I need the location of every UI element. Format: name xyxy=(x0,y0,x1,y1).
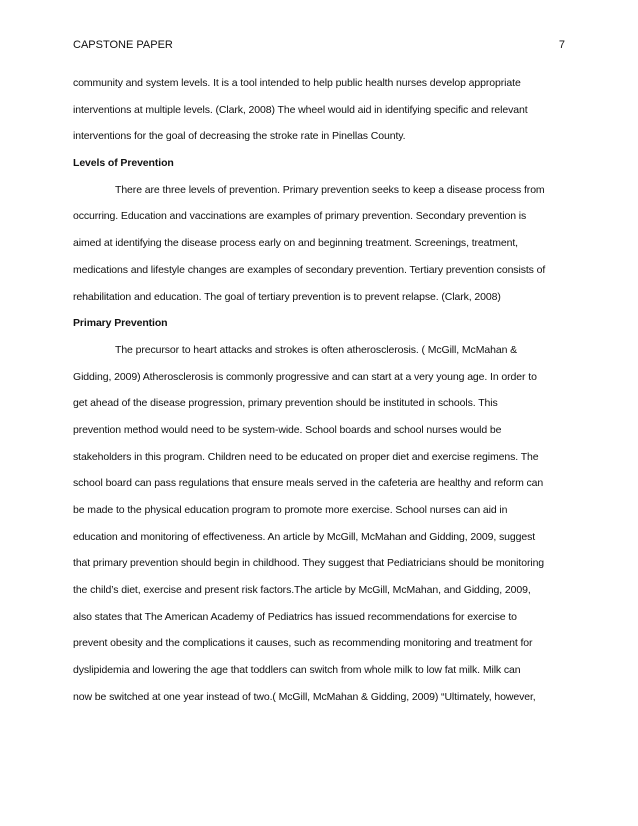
text-line: medications and lifestyle changes are examples of secondary prevention. Tertiary prevention consists of xyxy=(73,263,546,276)
text-line: prevent obesity and the complications it causes, such as recommending monitoring and treatment for xyxy=(73,637,533,650)
text-line: stakeholders in this program. Children need to be educated on proper diet and exercise regimens. The xyxy=(73,450,539,463)
running-header xyxy=(73,38,565,52)
text-line: get ahead of the disease progression, primary prevention should be instituted in schools. This xyxy=(73,397,498,410)
text-line: Gidding, 2009) Atherosclerosis is commonly progressive and can start at a very young age. In order to xyxy=(73,370,537,383)
text-line: interventions for the goal of decreasing the stroke rate in Pinellas County. xyxy=(73,130,406,143)
text-line: community and system levels. It is a tool intended to help public health nurses develop appropriate xyxy=(73,77,521,89)
text-line: dyslipidemia and lowering the age that toddlers can switch from whole milk to low fat milk. Milk can xyxy=(73,664,521,677)
text-line: aimed at identifying the disease process early on and beginning treatment. Screenings, treatment, xyxy=(73,237,518,250)
text-line: school board can pass regulations that ensure meals served in the cafeteria are healthy and reform can xyxy=(73,477,544,490)
paragraph-first-line: There are three levels of prevention. Primary prevention seeks to keep a disease process from xyxy=(115,183,545,196)
text-line: rehabilitation and education. The goal of tertiary prevention is to prevent relapse. (Clark, 2008) xyxy=(73,290,501,303)
text-line: education and monitoring of effectiveness. An article by McGill, McMahan and Gidding, 2009, suggest xyxy=(73,530,536,543)
text-line: now be switched at one year instead of two.( McGill, McMahan & Gidding, 2009) “Ultimately, however, xyxy=(73,690,536,703)
text-line: that primary prevention should begin in childhood. They suggest that Pediatricians should be monitoring xyxy=(73,557,545,570)
text-line: the child’s diet, exercise and present risk factors.The article by McGill, McMahan, and Gidding, 2009, xyxy=(73,584,531,597)
text-line: interventions at multiple levels. (Clark, 2008) The wheel would aid in identifying specific and relevant xyxy=(73,103,528,116)
running-title: CAPSTONE PAPER xyxy=(73,39,173,51)
paragraph-first-line: The precursor to heart attacks and strokes is often atherosclerosis. ( McGill, McMahan & xyxy=(115,343,518,356)
page-number: 7 xyxy=(558,39,565,51)
body-text xyxy=(73,70,573,711)
text-line: prevention method would need to be system-wide. School boards and school nurses would be xyxy=(73,423,502,436)
text-line: be made to the physical education program to promote more exercise. School nurses can aid in xyxy=(73,504,508,516)
text-line: also states that The American Academy of Pediatrics has issued recommendations for exercise to xyxy=(73,610,517,623)
section-heading-levels-of-prevention: Levels of Prevention xyxy=(73,157,174,170)
text-line: occurring. Education and vaccinations are examples of primary prevention. Secondary prevention is xyxy=(73,210,527,223)
section-heading-primary-prevention: Primary Prevention xyxy=(73,317,168,330)
